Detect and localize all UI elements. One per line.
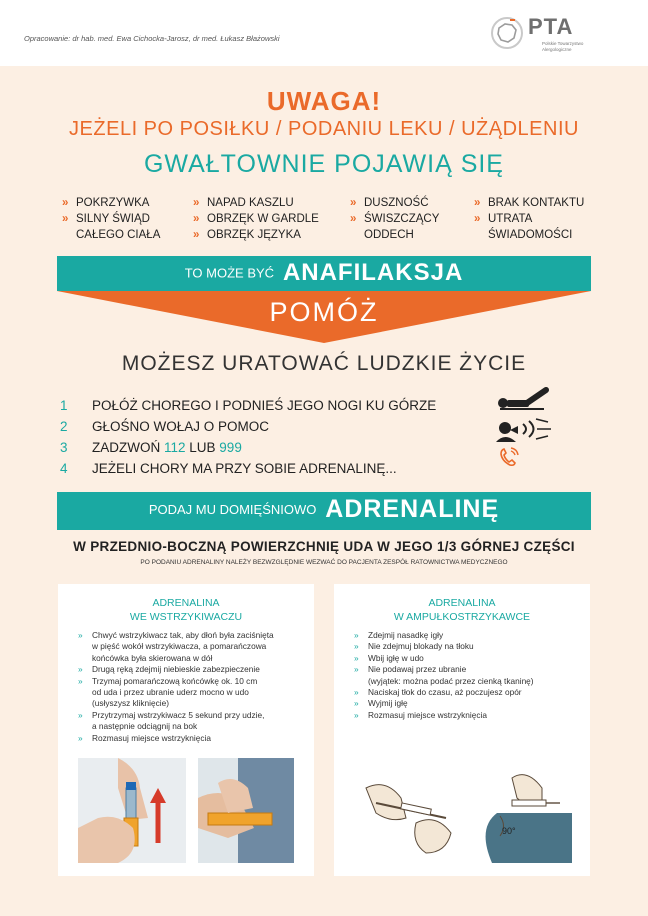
- step-text: POŁÓŻ CHOREGO I PODNIEŚ JEGO NOGI KU GÓRZE: [92, 398, 437, 413]
- step-text: JEŻELI CHORY MA PRZY SOBIE ADRENALINĘ...: [92, 461, 397, 476]
- step-text-mid: LUB: [185, 440, 220, 455]
- step-item: [60, 396, 480, 417]
- symptom-item: » UTRATA: [474, 211, 584, 227]
- symptom-item: » SILNY ŚWIĄD: [62, 211, 160, 227]
- syringe-illustration-1: [356, 758, 462, 863]
- adrenaline-banner: [57, 492, 591, 530]
- symptom-item: » NAPAD KASZLU: [193, 195, 319, 211]
- card-title-line-1: ADRENALINA: [152, 597, 220, 609]
- steps-list: [60, 396, 480, 480]
- instruction-item-continued: od uda i przez ubranie uderz mocno w udo: [92, 687, 249, 698]
- step-number: 1: [60, 398, 68, 413]
- logo-title: PTA: [528, 14, 574, 39]
- credit-text: Opracowanie: dr hab. med. Ewa Cichocka-Jarosz, dr med. Łukasz Błażowski: [24, 34, 280, 43]
- autoinjector-photo-1: [78, 758, 186, 863]
- pta-logo-mark-icon: [490, 16, 524, 50]
- instruction-item: » Przytrzymaj wstrzykiwacz 5 sekund przy udzie,: [78, 710, 274, 721]
- instruction-item-continued: (usłyszysz kliknięcie): [92, 698, 169, 709]
- banner-big-text: ADRENALINĘ: [325, 495, 500, 523]
- instruction-item: » Drugą ręką zdejmij niebieskie zabezpieczenie: [78, 664, 274, 675]
- syringe-illustration-2: [472, 758, 572, 863]
- banner-big-text: ANAFILAKSJA: [282, 259, 464, 286]
- autoinjector-card: [58, 584, 314, 876]
- step-item: [60, 459, 480, 480]
- symptom-item-continued: CAŁEGO CIAŁA: [76, 229, 161, 241]
- symptom-column-2: [193, 195, 319, 243]
- instruction-item: » Zdejmij nasadkę igły: [354, 630, 534, 641]
- symptom-item: » BRAK KONTAKTU: [474, 195, 584, 211]
- banner-small-text: PODAJ MU DOMIĘŚNIOWO: [148, 502, 317, 517]
- instruction-item: » Nie podawaj przez ubranie: [354, 664, 534, 675]
- instruction-item-continued: a następnie odciągnij na bok: [92, 721, 198, 732]
- step-text: [92, 440, 242, 455]
- step-text-prefix: ZADZWOŃ: [92, 440, 164, 455]
- instruction-item: » Wyjmij igłę: [354, 698, 534, 709]
- sudden-heading: GWAŁTOWNIE POJAWIĄ SIĘ: [143, 150, 504, 178]
- instruction-item-continued: (wyjątek: można podać przez cienką tkaninę): [368, 675, 534, 686]
- symptom-column-4: [474, 195, 584, 243]
- symptom-item-continued: ŚWIADOMOŚCI: [488, 229, 573, 241]
- ambulance-note: PO PODANIU ADRENALINY NALEŻY BEZWZGLĘDNIE WEZWAĆ DO PACJENTA ZESPÓŁ RATOWNICTWA MEDYCZNEGO: [140, 559, 508, 566]
- emergency-number-999: 999: [219, 440, 242, 455]
- step-item: [60, 417, 480, 438]
- symptom-item: » POKRZYWKA: [62, 195, 160, 211]
- save-life-heading: MOŻESZ URATOWAĆ LUDZKIE ŻYCIE: [121, 352, 527, 375]
- symptom-column-1: [62, 195, 160, 243]
- logo-subtitle-1: Polskie Towarzystwo: [542, 41, 584, 46]
- step-number: 4: [60, 461, 68, 476]
- banner-small-text: TO MOŻE BYĆ: [184, 265, 275, 281]
- person-shouting-icon: [496, 418, 552, 442]
- syringe-card: [334, 584, 590, 876]
- card-instructions: [78, 630, 274, 744]
- angle-label: 90°: [502, 826, 516, 836]
- help-label: POMÓŻ: [269, 297, 379, 327]
- card-title-line-2: W AMPUŁKOSTRZYKAWCE: [393, 611, 531, 623]
- autoinjector-photo-2: [198, 758, 294, 863]
- instruction-item: » Naciskaj tłok do czasu, aż poczujesz opór: [354, 687, 534, 698]
- person-legs-raised-icon: [496, 386, 554, 410]
- instruction-item-continued: w pięść wokół wstrzykiwacza, a pomarańczowa: [92, 641, 267, 652]
- symptom-item: » OBRZĘK W GARDLE: [193, 211, 319, 227]
- pta-logo: [490, 14, 630, 58]
- step-number: 3: [60, 440, 68, 455]
- instruction-item: » Trzymaj pomarańczową końcówkę ok. 10 cm: [78, 676, 274, 687]
- card-title-line-2: WE WSTRZYKIWACZU: [129, 611, 243, 623]
- phone-call-icon: [498, 446, 520, 468]
- step-text: GŁOŚNO WOŁAJ O POMOC: [92, 419, 270, 434]
- instruction-item: » Nie zdejmuj blokady na tłoku: [354, 641, 534, 652]
- symptom-column-3: [350, 195, 439, 243]
- symptom-item: » OBRZĘK JĘZYKA: [193, 227, 319, 243]
- card-instructions: [354, 630, 534, 721]
- symptom-item: » DUSZNOŚĆ: [350, 195, 439, 211]
- logo-subtitle-2: Alergologiczne: [542, 47, 572, 52]
- step-item: [60, 438, 480, 459]
- symptom-item: » ŚWISZCZĄCY: [350, 211, 439, 227]
- header: [0, 0, 648, 66]
- injection-location: W PRZEDNIO-BOCZNĄ POWIERZCHNIĘ UDA W JEGO 1/3 GÓRNEJ CZĘŚCI: [73, 539, 575, 554]
- emergency-number-112: 112: [164, 440, 186, 455]
- anaphylaxis-banner: [57, 256, 591, 291]
- instruction-item: » Rozmasuj miejsce wstrzyknięcia: [354, 710, 534, 721]
- card-title-line-1: ADRENALINA: [428, 597, 496, 609]
- symptom-item-continued: ODDECH: [364, 229, 414, 241]
- instruction-item: » Chwyć wstrzykiwacz tak, aby dłoń była zaciśnięta: [78, 630, 274, 641]
- warning-heading: UWAGA!: [266, 86, 382, 116]
- instruction-item: » Wbij igłę w udo: [354, 653, 534, 664]
- instruction-item: » Rozmasuj miejsce wstrzyknięcia: [78, 733, 274, 744]
- instruction-item-continued: końcówka była skierowana w dół: [92, 652, 213, 663]
- step-number: 2: [60, 419, 68, 434]
- trigger-heading: JEŻELI PO POSIŁKU / PODANIU LEKU / UŻĄDLENIU: [69, 118, 579, 140]
